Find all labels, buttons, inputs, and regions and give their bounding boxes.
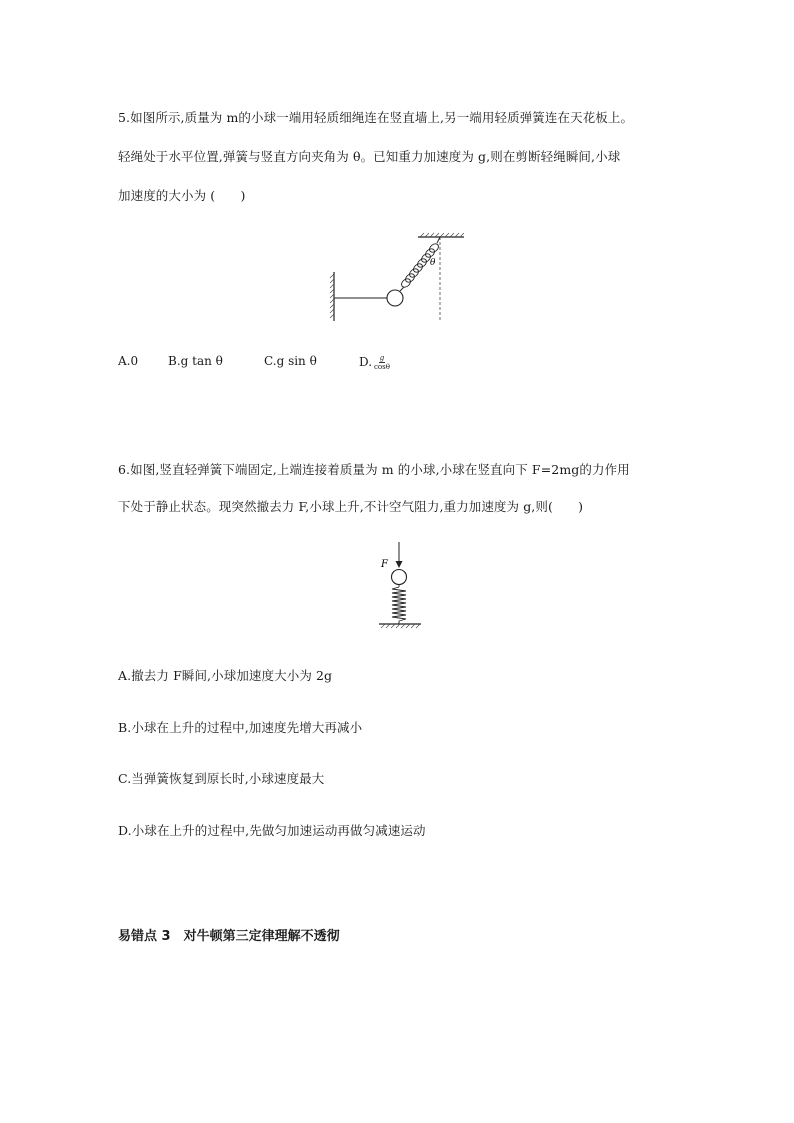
q5-theta-label: θ	[430, 258, 436, 268]
q5-stem-line2: 轻绳处于水平位置,弹簧与竖直方向夹角为 θ。已知重力加速度为 g,则在剪断轻绳瞬间,小球	[118, 149, 621, 164]
q6-figure-vertical-spring	[370, 540, 430, 635]
q5-option-d-fraction	[373, 354, 391, 371]
q5-figure-spring-ball	[320, 228, 470, 328]
q6-option-b: B.小球在上升的过程中,加速度先增大再减小	[118, 720, 363, 735]
q5-stem-line1: 5.如图所示,质量为 m的小球一端用轻质细绳连在竖直墙上,另一端用轻质弹簧连在天花板上。	[118, 110, 634, 125]
q5-option-d-numerator: g	[379, 354, 385, 362]
q5-options	[118, 354, 438, 374]
q6-option-a: A.撤去力 F瞬间,小球加速度大小为 2g	[118, 668, 333, 683]
q5-option-d	[359, 354, 391, 371]
q6-stem-line2: 下处于静止状态。现突然撤去力 F,小球上升,不计空气阻力,重力加速度为 g,则( )	[118, 499, 584, 514]
q5-option-d-denominator: cosθ	[374, 363, 390, 371]
q5-option-a: A.0	[118, 354, 139, 368]
q5-option-b: B.g tan θ	[168, 354, 223, 368]
q5-stem-line3: 加速度的大小为 ( )	[118, 188, 246, 203]
q6-force-label: F	[381, 559, 388, 570]
q6-option-c: C.当弹簧恢复到原长时,小球速度最大	[118, 771, 325, 786]
q6-stem-line1: 6.如图,竖直轻弹簧下端固定,上端连接着质量为 m 的小球,小球在竖直向下 F=2mg的力作用	[118, 462, 630, 477]
q5-option-c: C.g sin θ	[264, 354, 317, 368]
q6-option-d: D.小球在上升的过程中,先做匀加速运动再做匀减速运动	[118, 823, 426, 838]
q5-option-d-prefix: D.	[359, 355, 373, 369]
section-heading: 易错点 3 对牛顿第三定律理解不透彻	[118, 929, 340, 944]
